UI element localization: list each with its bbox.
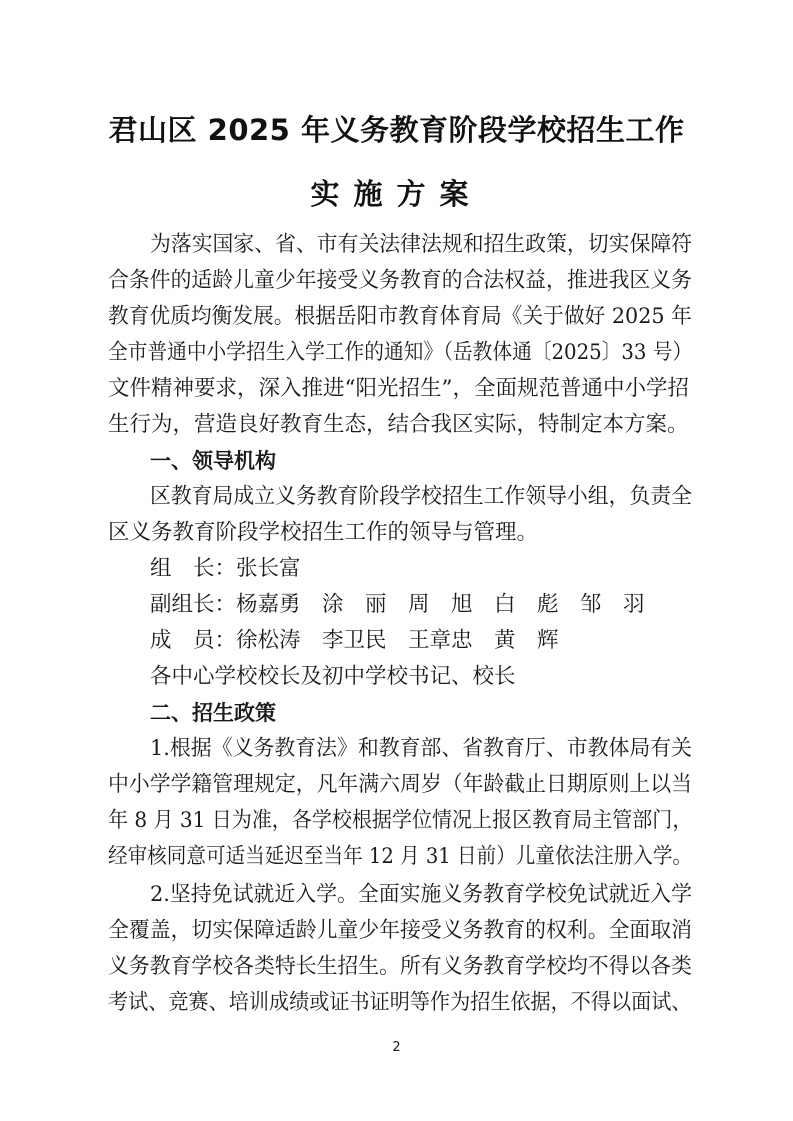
policy-item2-line: 2.坚持免试就近入学。全面实施义务教育学校免试就近入学 bbox=[150, 882, 693, 907]
page-number: 2 bbox=[392, 1040, 401, 1055]
section-heading: 一、领导机构 bbox=[150, 449, 276, 473]
policy-item2-line: 考试、竞赛、培训成绩或证书证明等作为招生依据，不得以面试、 bbox=[108, 990, 692, 1015]
policy-item1-line: 中小学学籍管理规定，凡年满六周岁（年龄截止日期原则上以当 bbox=[108, 772, 693, 797]
section-heading: 二、招生政策 bbox=[150, 701, 276, 725]
deputy-leaders: 副组长：杨嘉勇 涂 丽 周 旭 白 彪 邹 羽 bbox=[150, 592, 645, 617]
document-title-line2: 实施方案 bbox=[310, 177, 483, 211]
group-members: 成 员：徐松涛 李卫民 王章忠 黄 辉 bbox=[150, 628, 559, 653]
intro-line: 合条件的适龄儿童少年接受义务教育的合法权益，推进我区义务 bbox=[108, 268, 693, 293]
policy-item1-line: 年 8 月 31 日为准，各学校根据学位情况上报区教育局主管部门， bbox=[108, 808, 693, 833]
policy-item1-line: 经审核同意可适当延迟至当年 12 月 31 日前）儿童依法注册入学。 bbox=[108, 844, 693, 869]
intro-line: 生行为，营造良好教育生态，结合我区实际，特制定本方案。 bbox=[108, 412, 689, 437]
intro-line: 为落实国家、省、市有关法律法规和招生政策，切实保障符 bbox=[150, 232, 693, 257]
policy-item2-line: 义务教育学校各类特长生招生。所有义务教育学校均不得以各类 bbox=[108, 954, 693, 979]
policy-item1-line: 1.根据《义务教育法》和教育部、省教育厅、市教体局有关 bbox=[150, 736, 693, 761]
document-title-line1: 君山区 2025 年义务教育阶段学校招生工作 bbox=[108, 113, 685, 147]
section1-text-line: 区义务教育阶段学校招生工作的领导与管理。 bbox=[108, 520, 539, 545]
section1-text-line: 区教育局成立义务教育阶段学校招生工作领导小组，负责全 bbox=[150, 484, 693, 509]
group-leader: 组 长：张长富 bbox=[150, 556, 301, 581]
intro-line: 文件精神要求，深入推进“阳光招生”，全面规范普通中小学招 bbox=[108, 376, 689, 401]
intro-line: 教育优质均衡发展。根据岳阳市教育体育局《关于做好 2025 年 bbox=[108, 304, 692, 329]
intro-line: 全市普通中小学招生入学工作的通知》（岳教体通〔2025〕33 号） bbox=[108, 340, 693, 365]
policy-item2-line: 全覆盖，切实保障适龄儿童少年接受义务教育的权利。全面取消 bbox=[108, 918, 693, 943]
group-members-extra: 各中心学校校长及初中学校书记、校长 bbox=[150, 664, 516, 689]
